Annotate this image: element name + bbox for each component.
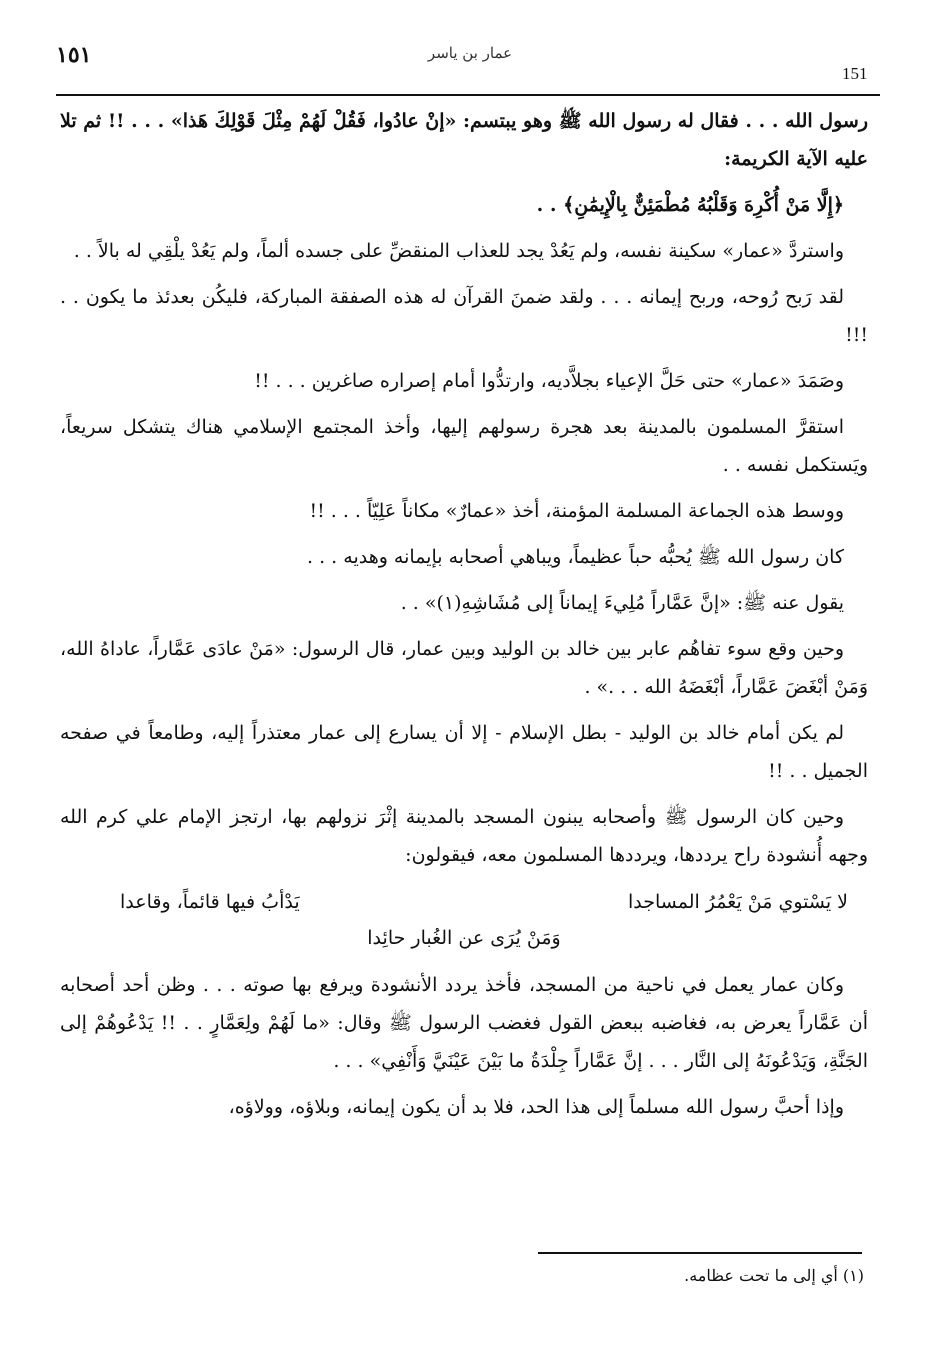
header-rule — [56, 94, 880, 96]
paragraph: ووسط هذه الجماعة المسلمة المؤمنة، أخذ «عمارٌ» مكاناً عَلِيّاً . . . !! — [309, 500, 844, 522]
paragraph: يقول عنه ﷺ: «إنَّ عَمَّاراً مُلِيءَ إيماناً إلى مُشَاشِهِ(١)» . . — [400, 592, 844, 614]
poem — [60, 884, 868, 956]
main-text — [60, 102, 868, 1134]
footnote-marker: (١) — [842, 1266, 864, 1285]
footnote — [560, 1266, 864, 1285]
paragraph: وإذا أحبَّ رسول الله مسلماً إلى هذا الحد، فلا بد أن يكون إيمانه، وبلاؤه، وولاؤه، — [228, 1096, 844, 1118]
paragraph: رسول الله . . . فقال له رسول الله ﷺ وهو يبتسم: «إنْ عادُوا، فَقُلْ لَهُمْ مِثْلَ قَوْلِكَ هَذا» . . . !! ثم تلا عليه الآية الكريمة: — [60, 110, 868, 170]
paragraph: وصَمَدَ «عمار» حتى حَلَّ الإعياء بجلاَّديه، وارتدُّوا أمام إصراره صاغرين . . . !! — [254, 370, 844, 392]
paragraph: وحين كان الرسول ﷺ وأصحابه يبنون المسجد بالمدينة إثْرَ نزولهم بها، ارتجز الإمام علي كرم الله وجهه أُنشودة راح يرددها، ويرددها المسلمون معه، فيقولون: — [60, 806, 868, 866]
paragraph: استقرَّ المسلمون بالمدينة بعد هجرة رسولهم إليها، وأخذ المجتمع الإسلامي هناك يتشكل سريعاً، ويَستكمل نفسه . . — [60, 416, 868, 476]
poem-line-2: وَمَنْ يُرَى عن الغُبار حائِدا — [367, 927, 561, 949]
paragraph: واستردَّ «عمار» سكينة نفسه، ولم يَعُدْ يجد للعذاب المنقضِّ على جسده ألماً، ولم يَعُدْ يلْقِي له بالاً . . — [73, 240, 844, 262]
running-title: عمار بن ياسر — [427, 44, 513, 62]
paragraph: وكان عمار يعمل في ناحية من المسجد، فأخذ يردد الأنشودة ويرفع بها صوته . . . وظن أحد أصحابه أن عَمَّاراً يعرض به، فغاضبه ببعض القول فغضب الرسول ﷺ وقال: «ما لَهُمْ ولِعَمَّارٍ . . !! يَدْعُوهُمْ إلى الجَنَّةِ، وَيَدْعُونَهُ إلى النَّار . . . إنَّ عَمَّاراً جِلْدَةُ ما بَيْنَ عَيْنَيَّ وَأَنْفِي» . . . — [60, 974, 869, 1072]
paragraph: لم يكن أمام خالد بن الوليد - بطل الإسلام - إلا أن يسارع إلى عمار معتذراً إليه، وطامعاً في صفحه الجميل . . !! — [60, 722, 868, 782]
footnote-text: أي إلى ما تحت عظامه. — [684, 1266, 838, 1285]
quran-verse: ﴿إِلَّا مَنْ أُكْرِهَ وَقَلْبُهُ مُطْمَئِنٌّ بِالْإِيمَٰنِ﴾ . . — [536, 194, 844, 216]
paragraph: وحين وقع سوء تفاهُم عابر بين خالد بن الوليد وبين عمار، قال الرسول: «مَنْ عادَى عَمَّاراً، عاداهُ الله، وَمَنْ أبْغَضَ عَمَّاراً، أبْغَضَهُ الله . . .» . — [60, 638, 868, 698]
paragraph: لقد رَبح رُوحه، وربح إيمانه . . . ولقد ضمنَ القرآن له هذه الصفقة المباركة، فليكُن بعدئذ ما يكون . . !!! — [60, 286, 868, 346]
page-number: 151 — [842, 64, 868, 83]
poem-line — [60, 884, 868, 920]
poem-hemistich-right: لا يَسْتوي مَنْ يَعْمُرُ المساجدا — [627, 891, 848, 913]
footnote-rule — [538, 1252, 862, 1254]
poem-hemistich-left: يَدْأبُ فيها قائماً، وقاعدا — [120, 891, 300, 913]
page-number-arabic: ١٥١ — [56, 42, 92, 68]
paragraph: كان رسول الله ﷺ يُحبُّه حباً عظيماً، ويباهي أصحابه بإيمانه وهديه . . . — [307, 546, 844, 568]
